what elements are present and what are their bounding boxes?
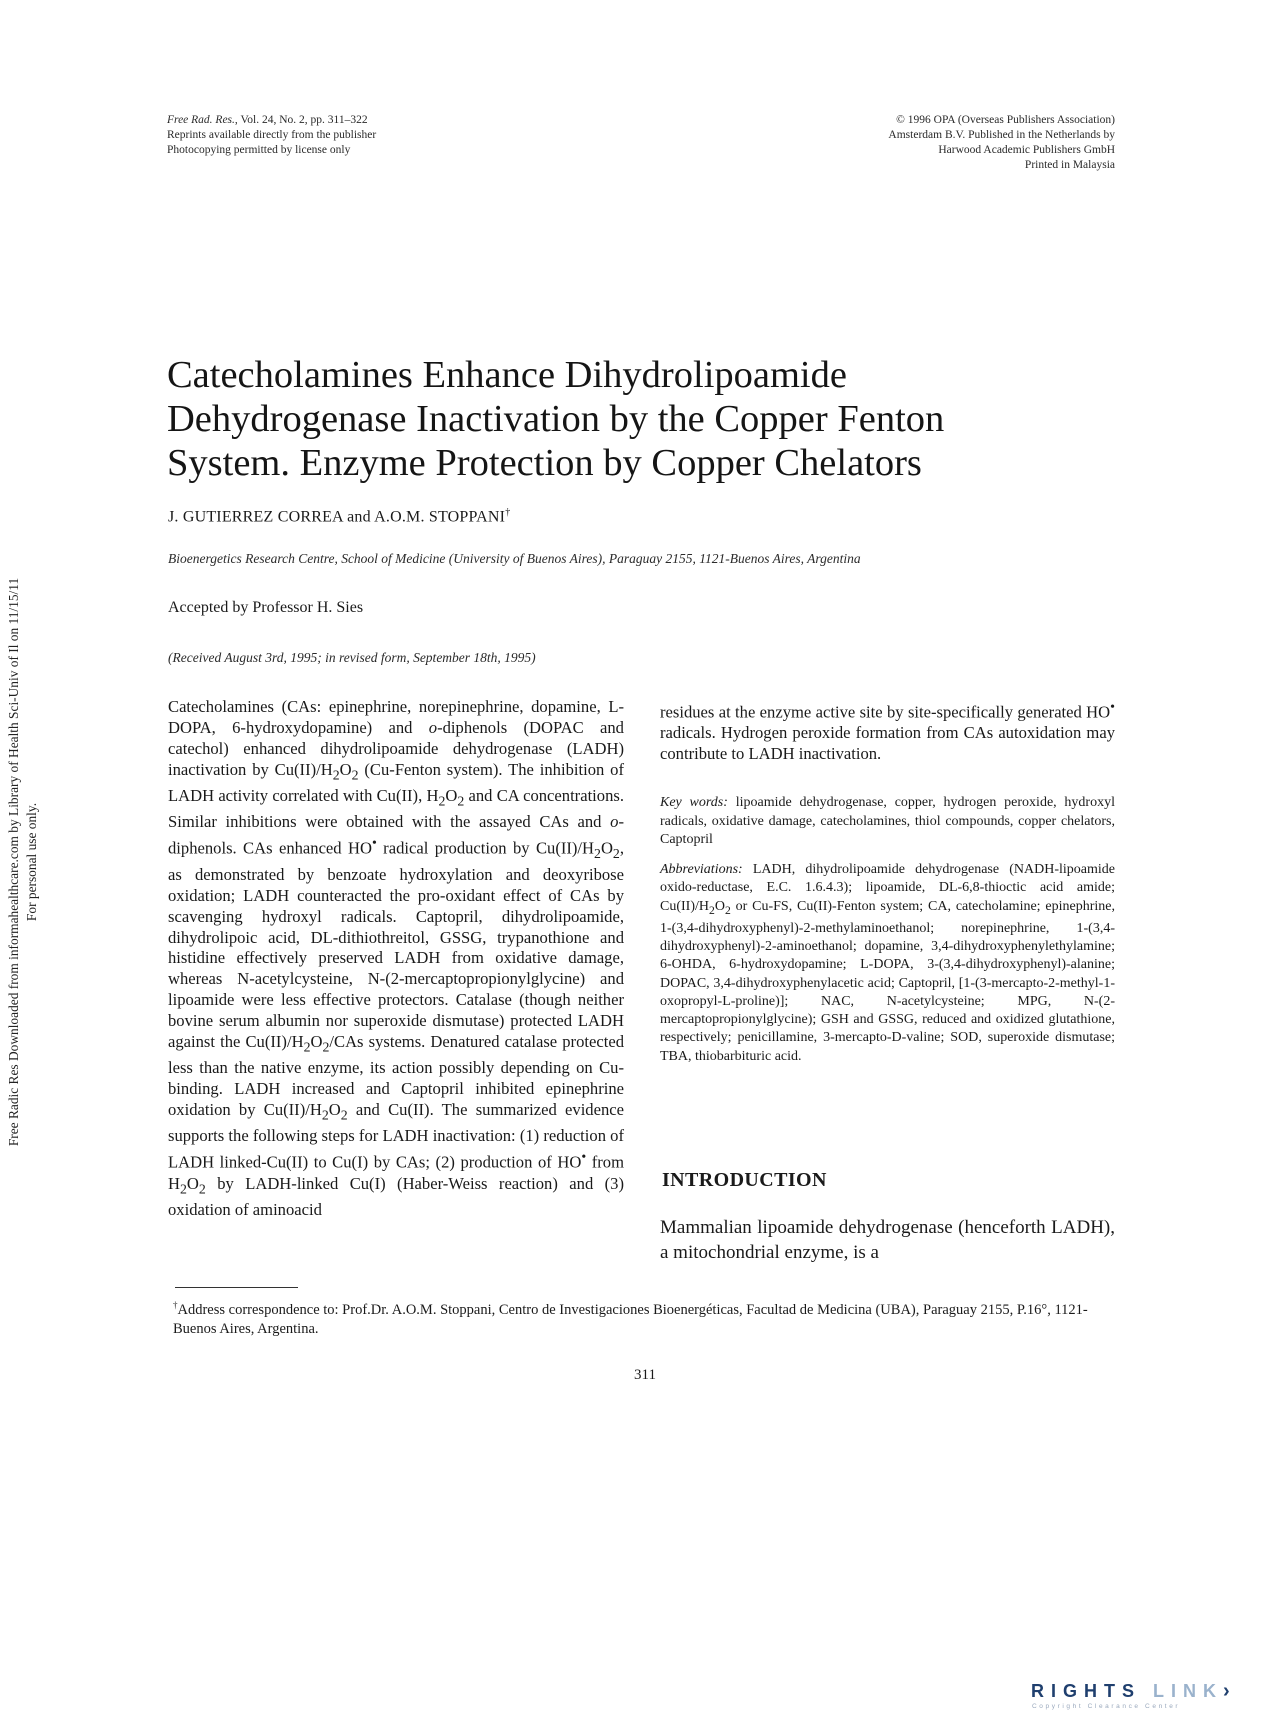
- abbreviations: Abbreviations: LADH, dihydrolipoamide dehydrogenase (NADH-lipoamide oxido-reductase, E.C. 1.6.4.3); lipoamide, DL-6,8-thioctic acid amide; $Cu(II)/H_2O_2$ or Cu-FS, Cu(II)-Fenton system; CA, catecholamine; epinephrine, 1-(3,4-dihydroxyphenyl)-2-methylaminoethanol; norepinephrine, 1-(3,4-dihydroxyphenyl)-2-aminoethanol; dopamine, 3,4-dihydroxyphenylethylamine; 6-OHDA, 6-hydroxydopamine; L-DOPA, 3-(3,4-dihydroxyphenyl)-alanine; DOPAC, 3,4-dihydroxyphenylacetic acid; Captopril, [1-(3-mercapto-2-methyl-1-oxopropyl-L-proline)]; NAC, N-acetylcysteine; MPG, N-(2-mercaptopropionylglycine); GSH and GSSG, reduced and oxidized glutathione, respectively; penicillamine, 3-mercapto-D-valine; SOD, superoxide dismutase; TBA, thiobarbituric acid.: [660, 862, 1115, 1064]
- journal-header-right: [715, 113, 1115, 173]
- abbreviations-label: Abbreviations:: [660, 862, 743, 877]
- reprints-note: Reprints available directly from the publisher: [167, 129, 377, 141]
- affiliation: Bioenergetics Research Centre, School of Medicine (University of Buenos Aires), Paraguay 2155, 1121-Buenos Aires, Argentina: [168, 551, 861, 566]
- footnote-divider: [175, 1287, 298, 1288]
- introduction-heading: INTRODUCTION: [662, 1169, 827, 1191]
- chevron-right-icon: ›: [1223, 1680, 1237, 1702]
- journal-header-left: [167, 113, 587, 158]
- printed-line: Printed in Malaysia: [1024, 159, 1115, 171]
- publisher-line-1: Amsterdam B.V. Published in the Netherlands by: [888, 129, 1115, 141]
- rightslink-logo[interactable]: [1031, 1680, 1271, 1710]
- keywords-label: Key words:: [660, 795, 728, 810]
- page-number: 311: [634, 1367, 656, 1383]
- photocopying-note: Photocopying permitted by license only: [167, 144, 351, 156]
- accepted-by: Accepted by Professor H. Sies: [168, 599, 364, 616]
- abstract-text: Catecholamines (CAs: epinephrine, norepinephrine, dopamine, L-DOPA, 6-hydroxydopamine) and o-diphenols (DOPAC and catechol) enhanced dihydrolipoamide dehydrogenase (LADH) inactivation by $Cu(II)/H_2O_2$ (Cu-Fenton system). The inhibition of LADH activity correlated with Cu(II), $H_2O_2$ and CA concentrations. Similar inhibitions were obtained with the assayed CAs and o-diphenols. CAs enhanced HO• radical production by $Cu(II)/H_2O_2$, as demonstrated by benzoate hydroxylation and deoxyribose oxidation; LADH counteracted the pro-oxidant effect of CAs by scavenging hydroxyl radicals. Captopril, dihydrolipoamide, dihydrolipoic acid, DL-dithiothreitol, GSSG, trypanothione and histidine effectively preserved LADH from oxidative damage, whereas N-acetylcysteine, N-(2-mercaptopropionylglycine) and lipoamide were less effective protectors. Catalase (though neither bovine serum albumin nor superoxide dismutase) protected LADH against the $Cu(II)/H_2O_2$/CAs systems. Denatured catalase protected less than the native enzyme, its action possibly depending on Cu-binding. LADH increased and Captopril inhibited epinephrine oxidation by $Cu(II)/H_2O_2$ and Cu(II). The summarized evidence supports the following steps for LADH inactivation: (1) reduction of LADH linked-Cu(II) to Cu(I) by CAs; (2) production of HO• from $H_2O_2$ by LADH-linked Cu(I) (Haber-Weiss reaction) and (3) oxidation of aminoacid: [168, 697, 624, 1219]
- rightslink-logo-dark: RIGHTS: [1031, 1681, 1142, 1701]
- article-title: Catecholamines Enhance Dihydrolipoamide Dehydrogenase Inactivation by the Copper Fenton System. Enzyme Protection by Copper Chelators: [167, 354, 945, 484]
- publisher-line-2: Harwood Academic Publishers GmbH: [938, 144, 1115, 156]
- received-dates: (Received August 3rd, 1995; in revised form, September 18th, 1995): [168, 650, 536, 665]
- abstract-continued: residues at the enzyme active site by site-specifically generated HO• radicals. Hydrogen peroxide formation from CAs autoxidation may contribute to LADH inactivation.: [660, 699, 1115, 764]
- introduction-text: Mammalian lipoamide dehydrogenase (henceforth LADH), a mitochondrial enzyme, is a: [660, 1217, 1115, 1263]
- copyright-line: © 1996 OPA (Overseas Publishers Association): [896, 114, 1115, 126]
- journal-citation: Free Rad. Res., Vol. 24, No. 2, pp. 311–322: [167, 114, 368, 126]
- rightslink-logo-light: LINK: [1153, 1681, 1224, 1701]
- rightslink-tagline: Copyright Clearance Center: [1032, 1703, 1181, 1710]
- author-list: J. GUTIERREZ CORREA and A.O.M. STOPPANI†: [168, 507, 511, 526]
- correspondence-footnote: †Address correspondence to: Prof.Dr. A.O.M. Stoppani, Centro de Investigaciones Bioenergéticas, Facultad de Medicina (UBA), Paraguay 2155, P.16°, 1121-Buenos Aires, Argentina.: [173, 1300, 1088, 1337]
- keywords: Key words: lipoamide dehydrogenase, copper, hydrogen peroxide, hydroxyl radicals, oxidative damage, catecholamines, thiol compounds, copper chelators, Captopril: [660, 795, 1115, 848]
- download-stamp: Free Radic Res Downloaded from informahealthcare.com by Library of Health Sci-Univ of Il on 11/15/11 For personal use only.: [6, 577, 39, 1147]
